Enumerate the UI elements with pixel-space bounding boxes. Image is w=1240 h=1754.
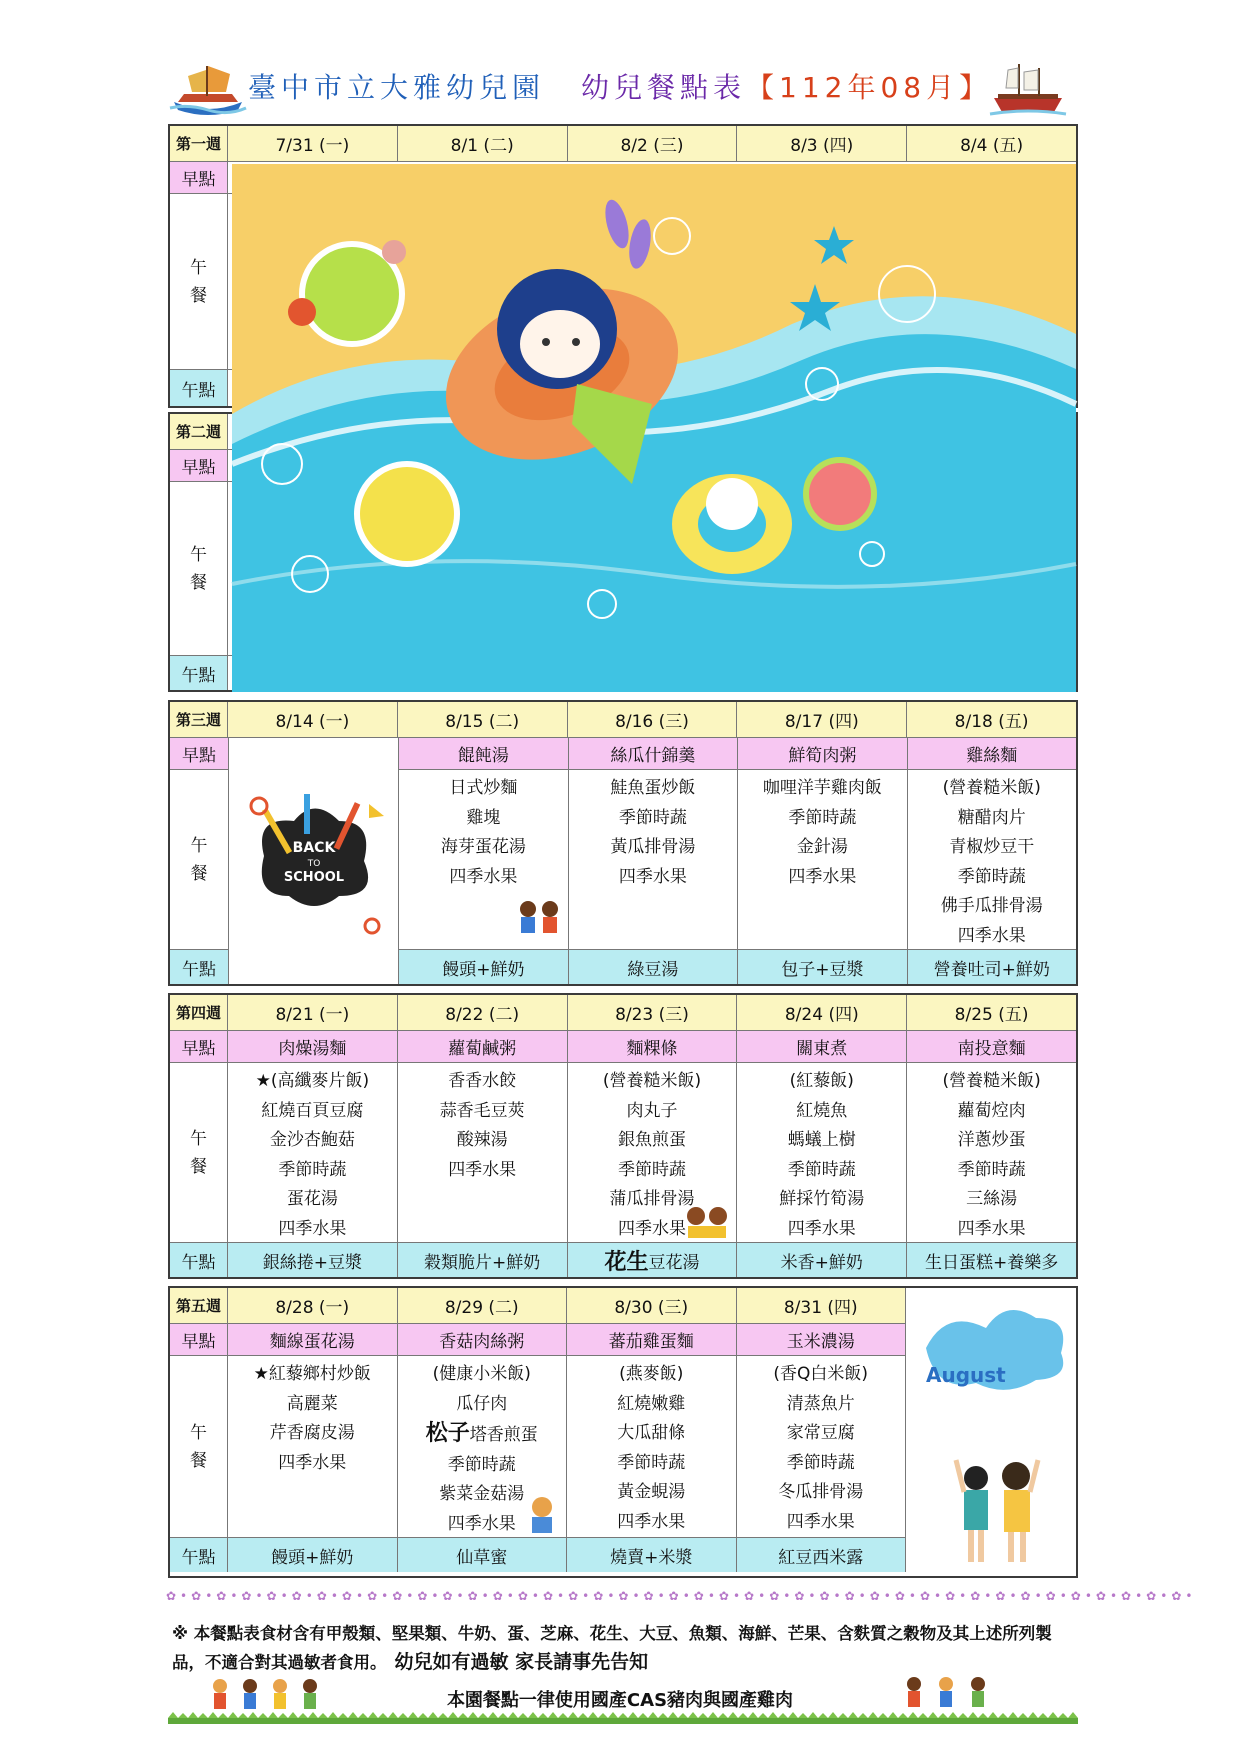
day-header: 8/14 (一) — [228, 702, 398, 737]
page-title — [168, 58, 1068, 120]
lunch-label-2: 餐 — [190, 1156, 207, 1177]
snack-cell: 銀絲捲+豆漿 — [228, 1243, 398, 1277]
lunch-item: 佛手瓜排骨湯 — [940, 896, 1043, 916]
lunch-item: 季節時蔬 — [786, 1452, 855, 1473]
snack-row — [170, 1538, 906, 1572]
day-header: 8/2 (三) — [568, 126, 738, 161]
snack-row — [170, 1243, 1076, 1277]
lunch-item: (燕麥飯) — [619, 1364, 684, 1384]
week-label: 第三週 — [170, 702, 228, 737]
august-decoration-cell — [906, 1288, 1076, 1576]
snack-cell: 饅頭+鮮奶 — [228, 1538, 398, 1572]
lunch-item: (營養糙米飯) — [602, 1071, 702, 1091]
breakfast-cell: 玉米濃湯 — [737, 1324, 907, 1355]
lunch-label-1: 午 — [190, 1128, 207, 1149]
lunch-item: 芹香腐皮湯 — [269, 1423, 355, 1443]
lunch-item: 四季水果 — [448, 1159, 517, 1180]
day-header: 7/31 (一) — [228, 126, 398, 161]
cas-notice: 本園餐點一律使用國產CAS豬肉與國產雞肉 — [446, 1690, 794, 1711]
week-3-days — [399, 738, 1076, 984]
week-5-header-row — [170, 1288, 906, 1324]
breakfast-cell: 絲瓜什錦羹 — [569, 738, 738, 769]
lunch-item: (紅藜飯) — [789, 1071, 854, 1091]
row-labels — [170, 738, 229, 984]
lunch-item: 家常豆腐 — [786, 1423, 855, 1443]
lunch-item: 日式炒麵 — [449, 778, 518, 798]
lunch-item: 洋蔥炒蛋 — [957, 1130, 1026, 1150]
week-3-table — [168, 700, 1078, 986]
breakfast-cell: 肉燥湯麵 — [228, 1031, 398, 1062]
lunch-cell — [568, 1063, 738, 1242]
day-header: 8/24 (四) — [737, 995, 907, 1030]
lunch-cell — [908, 770, 1076, 949]
allergen-text: ※ 本餐點表食材含有甲殼類、堅果類、牛奶、蛋、芝麻、花生、大豆、魚類、海鮮、芒果、含麩質之穀物及其上述所列製品，不適合對其過敏者食用。 — [172, 1624, 1052, 1672]
lunch-item: ★紅藜鄉村炒飯 — [253, 1364, 371, 1384]
snack-cell: 穀類脆片+鮮奶 — [398, 1243, 568, 1277]
kids-icon — [510, 897, 566, 947]
lunch-item: (香Q白米飯) — [773, 1364, 869, 1384]
snack-cell: 包子+豆漿 — [738, 950, 907, 984]
lunch-item: 季節時蔬 — [618, 807, 687, 828]
lunch-item: 糖醋肉片 — [957, 807, 1026, 828]
week-label: 第五週 — [170, 1288, 228, 1323]
snack-row — [399, 950, 1076, 984]
snack-cell: 營養吐司+鮮奶 — [933, 959, 1050, 980]
lunch-highlight: 松子 — [425, 1421, 470, 1446]
breakfast-cell: 關東煮 — [737, 1031, 907, 1062]
lunch-item: 四季水果 — [787, 1218, 856, 1239]
day-header: 8/16 (三) — [568, 702, 738, 737]
breakfast-label: 早點 — [170, 450, 228, 481]
breakfast-row — [170, 1031, 1076, 1063]
lunch-item-text: 塔香煎蛋 — [469, 1425, 538, 1445]
ship-icon — [988, 58, 1068, 120]
child-icon — [524, 1495, 560, 1535]
breakfast-cell: 蕃茄雞蛋麵 — [567, 1324, 737, 1355]
snack-label: 午點 — [170, 1243, 228, 1277]
lunch-cell — [398, 1063, 568, 1242]
lunch-item — [426, 1419, 538, 1451]
week-label: 第一週 — [170, 126, 228, 161]
snack-text: 豆花湯 — [648, 1252, 700, 1273]
day-header: 8/25 (五) — [954, 1005, 1029, 1025]
lunch-item: 季節時蔬 — [957, 1159, 1026, 1180]
lunch-item: 季節時蔬 — [447, 1454, 516, 1475]
lunch-item: 金針湯 — [796, 837, 848, 857]
day-header: 8/15 (二) — [398, 702, 568, 737]
lunch-cell — [907, 1063, 1076, 1242]
lunch-label-1: 午 — [190, 544, 207, 565]
lunch-label-2: 餐 — [190, 863, 208, 884]
lunch-cell — [228, 1356, 398, 1537]
week-5-body — [170, 1288, 1076, 1576]
week-4-header-row — [170, 995, 1076, 1031]
august-illustration — [906, 1288, 1076, 1576]
day-header: 8/23 (三) — [568, 995, 738, 1030]
lunch-item: 酸辣湯 — [456, 1130, 508, 1150]
week-label: 第二週 — [170, 414, 228, 449]
menu-name: 幼兒餐點表 — [581, 71, 747, 104]
lunch-cell — [399, 770, 568, 949]
allergen-note — [172, 1620, 1072, 1677]
summer-beach-illustration — [232, 164, 1076, 692]
lunch-item: 紅燒百頁豆腐 — [261, 1100, 364, 1121]
kids-row-right-icon — [902, 1674, 992, 1710]
lunch-cell — [737, 1356, 907, 1537]
lunch-item: 蛋花湯 — [286, 1189, 338, 1209]
breakfast-cell: 餛飩湯 — [399, 738, 568, 769]
week-3-body — [170, 738, 1076, 984]
breakfast-label: 早點 — [170, 162, 228, 193]
snack-cell: 紅豆西米露 — [737, 1538, 907, 1572]
snack-label: 午點 — [170, 950, 228, 984]
breakfast-label: 早點 — [170, 1324, 228, 1355]
lunch-item: 四季水果 — [618, 866, 687, 887]
lunch-item: 清蒸魚片 — [786, 1393, 855, 1414]
lunch-label-1: 午 — [190, 1422, 207, 1443]
lunch-item: 青椒炒豆干 — [949, 837, 1035, 857]
lunch-item: 季節時蔬 — [278, 1159, 347, 1180]
snack-label: 午點 — [170, 656, 228, 690]
lunch-item: 季節時蔬 — [957, 866, 1026, 887]
lunch-item: 四季水果 — [278, 1452, 347, 1473]
lunch-cell — [738, 770, 907, 949]
lunch-item: 三絲湯 — [966, 1189, 1018, 1209]
lunch-row — [399, 770, 1076, 950]
lunch-item: 香香水餃 — [448, 1071, 517, 1091]
lunch-label-1: 午 — [190, 257, 207, 278]
badge-back: BACK — [292, 840, 335, 856]
snack-highlight: 花生 — [604, 1249, 649, 1275]
snack-cell: 仙草蜜 — [398, 1538, 568, 1572]
lunch-item: 銀魚煎蛋 — [617, 1130, 686, 1150]
lunch-label-2: 餐 — [190, 285, 207, 306]
lunch-item: 季節時蔬 — [617, 1452, 686, 1473]
day-header: 8/21 (一) — [228, 995, 398, 1030]
lunch-label — [170, 194, 228, 369]
breakfast-cell: 南投意麵 — [957, 1039, 1026, 1059]
snack-cell: 綠豆湯 — [569, 950, 738, 984]
lunch-item: 四季水果 — [617, 1511, 686, 1532]
lunch-item: ★(高纖麥片飯) — [255, 1071, 370, 1091]
day-header: 8/17 (四) — [737, 702, 907, 737]
lunch-item: 紅燒嫩雞 — [617, 1393, 686, 1414]
lunch-row — [170, 1356, 906, 1538]
breakfast-cell: 麵線蛋花湯 — [228, 1324, 398, 1355]
snack-cell: 米香+鮮奶 — [737, 1243, 907, 1277]
title-text — [248, 66, 993, 106]
snack-cell: 生日蛋糕+養樂多 — [924, 1252, 1059, 1273]
back-to-school-cell — [229, 738, 399, 984]
breakfast-row — [170, 1324, 906, 1356]
lunch-item: 冬瓜排骨湯 — [778, 1482, 864, 1502]
day-header: 8/31 (四) — [737, 1288, 907, 1323]
lunch-label-2: 餐 — [190, 1450, 207, 1471]
snack-cell: 饅頭+鮮奶 — [399, 950, 568, 984]
lunch-item: 瓜仔肉 — [456, 1393, 508, 1414]
day-header: 8/3 (四) — [737, 126, 907, 161]
badge-to: TO — [307, 859, 320, 869]
lunch-label — [170, 1356, 228, 1537]
week-5-grid — [170, 1288, 906, 1576]
lunch-item: 海芽蛋花湯 — [440, 837, 526, 857]
breakfast-cell: 蘿蔔鹹粥 — [398, 1031, 568, 1062]
grass-border — [168, 1712, 1078, 1724]
lunch-item: 四季水果 — [449, 866, 518, 887]
breakfast-cell: 麵粿條 — [568, 1031, 738, 1062]
junk-boat-icon — [168, 58, 248, 120]
lunch-item: 蘿蔔焢肉 — [957, 1100, 1026, 1121]
lunch-item: 四季水果 — [447, 1513, 516, 1534]
breakfast-label: 早點 — [170, 738, 228, 770]
lunch-label — [170, 770, 228, 950]
lunch-item: (營養糙米飯) — [942, 1071, 1041, 1091]
school-name: 臺中市立大雅幼兒園 — [248, 71, 546, 104]
day-header: 8/1 (二) — [398, 126, 568, 161]
lunch-item: 高麗菜 — [286, 1393, 338, 1414]
lunch-item: 蒜香毛豆莢 — [439, 1100, 525, 1121]
lunch-item: 四季水果 — [786, 1511, 855, 1532]
breakfast-cell: 鮮筍肉粥 — [738, 738, 907, 769]
allergy-notice: 幼兒如有過敏 家長請事先告知 — [394, 1651, 649, 1673]
week-4-table — [168, 993, 1078, 1279]
lunch-cell — [569, 770, 738, 949]
badge-school: SCHOOL — [283, 870, 344, 885]
lunch-item: 咖哩洋芋雞肉飯 — [762, 778, 882, 798]
breakfast-cell: 香菇肉絲粥 — [398, 1324, 568, 1355]
lunch-item: 四季水果 — [957, 1218, 1026, 1239]
day-header: 8/28 (一) — [228, 1288, 398, 1323]
lunch-item: 黃瓜排骨湯 — [610, 837, 696, 857]
lunch-item: 大瓜甜條 — [617, 1423, 686, 1443]
breakfast-row — [399, 738, 1076, 770]
back-to-school-icon — [244, 786, 384, 936]
lunch-item: 蒲瓜排骨湯 — [609, 1189, 695, 1209]
kids-reading-icon — [682, 1204, 732, 1240]
snack-cell: 燒賣+米漿 — [567, 1538, 737, 1572]
lunch-item: 季節時蔬 — [787, 1159, 856, 1180]
lunch-label — [170, 482, 228, 655]
week-5-table — [168, 1286, 1078, 1578]
flower-border: ✿•✿•✿•✿•✿•✿•✿•✿•✿•✿•✿•✿•✿•✿•✿•✿•✿•✿•✿•✿•✿•✿•✿•✿•✿•✿•✿•✿•✿•✿•✿•✿•✿•✿•✿•✿•✿•✿•✿•✿•✿• — [166, 1589, 1197, 1603]
lunch-item: 四季水果 — [278, 1218, 347, 1239]
day-header: 8/30 (三) — [567, 1288, 737, 1323]
august-text: August — [926, 1363, 1006, 1387]
lunch-item: 肉丸子 — [626, 1100, 678, 1121]
lunch-item: 季節時蔬 — [617, 1159, 686, 1180]
lunch-cell — [398, 1356, 568, 1537]
lunch-item: 四季水果 — [957, 925, 1026, 946]
lunch-label-2: 餐 — [190, 572, 207, 593]
lunch-item: 螞蟻上樹 — [787, 1130, 856, 1150]
lunch-item: 紅燒魚 — [796, 1100, 848, 1121]
day-header: 8/29 (二) — [398, 1288, 568, 1323]
lunch-item: 鮮採竹筍湯 — [779, 1189, 865, 1209]
week-3-header-row — [170, 702, 1076, 738]
lunch-cell — [737, 1063, 907, 1242]
lunch-cell — [567, 1356, 737, 1537]
lunch-item: 雞塊 — [466, 807, 501, 828]
breakfast-label: 早點 — [170, 1031, 228, 1062]
lunch-item: 紫菜金菇湯 — [439, 1484, 525, 1504]
lunch-item: 黃金蜆湯 — [617, 1482, 686, 1502]
lunch-item: 四季水果 — [617, 1218, 686, 1239]
snack-label: 午點 — [170, 1538, 228, 1572]
lunch-item: 季節時蔬 — [788, 807, 857, 828]
snack-cell — [568, 1243, 738, 1277]
lunch-label — [170, 1063, 228, 1242]
lunch-item: 金沙杏鮑菇 — [269, 1130, 355, 1150]
lunch-item: (健康小米飯) — [432, 1364, 531, 1384]
lunch-item: (營養糙米飯) — [942, 778, 1041, 798]
week-1-header-row — [170, 126, 1076, 162]
day-header: 8/4 (五) — [960, 136, 1024, 156]
lunch-row — [170, 1063, 1076, 1243]
lunch-label-1: 午 — [190, 835, 208, 856]
day-header: 8/22 (二) — [398, 995, 568, 1030]
lunch-cell — [228, 1063, 398, 1242]
snack-label: 午點 — [170, 370, 228, 406]
menu-month: 【112年08月】 — [746, 71, 993, 104]
week-label: 第四週 — [170, 995, 228, 1030]
day-header: 8/18 (五) — [954, 712, 1029, 732]
lunch-item: 四季水果 — [788, 866, 857, 887]
lunch-item: 鮭魚蛋炒飯 — [610, 778, 696, 798]
breakfast-cell: 雞絲麵 — [966, 746, 1018, 766]
